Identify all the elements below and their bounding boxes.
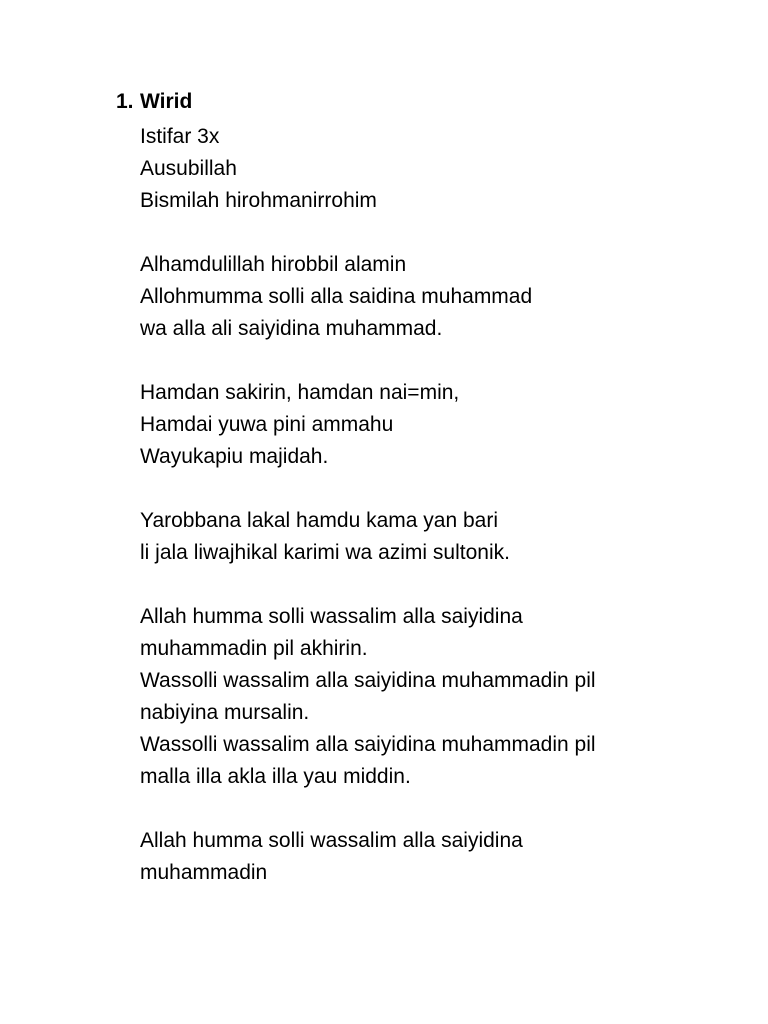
text-line: muhammadin: [140, 861, 268, 884]
paragraph-gap: [140, 569, 740, 601]
text-line: Allah humma solli wassalim alla saiyidina: [140, 605, 523, 628]
paragraph-gap: [140, 473, 740, 505]
text-line: Wayukapiu majidah.: [140, 445, 329, 468]
text-line: Allah humma solli wassalim alla saiyidina: [140, 829, 523, 852]
text-line: li jala liwajhikal karimi wa azimi sultonik.: [140, 541, 510, 564]
text-line: Allohmumma solli alla saidina muhammad: [140, 285, 533, 308]
text-line: Ausubillah: [140, 157, 237, 180]
paragraph-gap: [140, 217, 740, 249]
section-title: Wirid: [140, 90, 193, 113]
text-line: Hamdai yuwa pini ammahu: [140, 413, 394, 436]
text-line: Hamdan sakirin, hamdan nai=min,: [140, 381, 460, 404]
text-line: Alhamdulillah hirobbil alamin: [140, 253, 407, 276]
text-line: Wassolli wassalim alla saiyidina muhammadin pil: [140, 733, 596, 756]
text-line: Istifar 3x: [140, 125, 220, 148]
text-line: nabiyina mursalin.: [140, 701, 310, 724]
text-line: muhammadin pil akhirin.: [140, 637, 368, 660]
prayer-text: [140, 121, 740, 889]
section-heading: [116, 89, 192, 115]
text-line: wa alla ali saiyidina muhammad.: [140, 317, 443, 340]
paragraph-gap: [140, 345, 740, 377]
text-line: Bismilah hirohmanirrohim: [140, 189, 377, 212]
text-line: Wassolli wassalim alla saiyidina muhammadin pil: [140, 669, 596, 692]
section-number: 1.: [116, 90, 134, 113]
text-line: Yarobbana lakal hamdu kama yan bari: [140, 509, 498, 532]
text-line: malla illa akla illa yau middin.: [140, 765, 411, 788]
paragraph-gap: [140, 793, 740, 825]
